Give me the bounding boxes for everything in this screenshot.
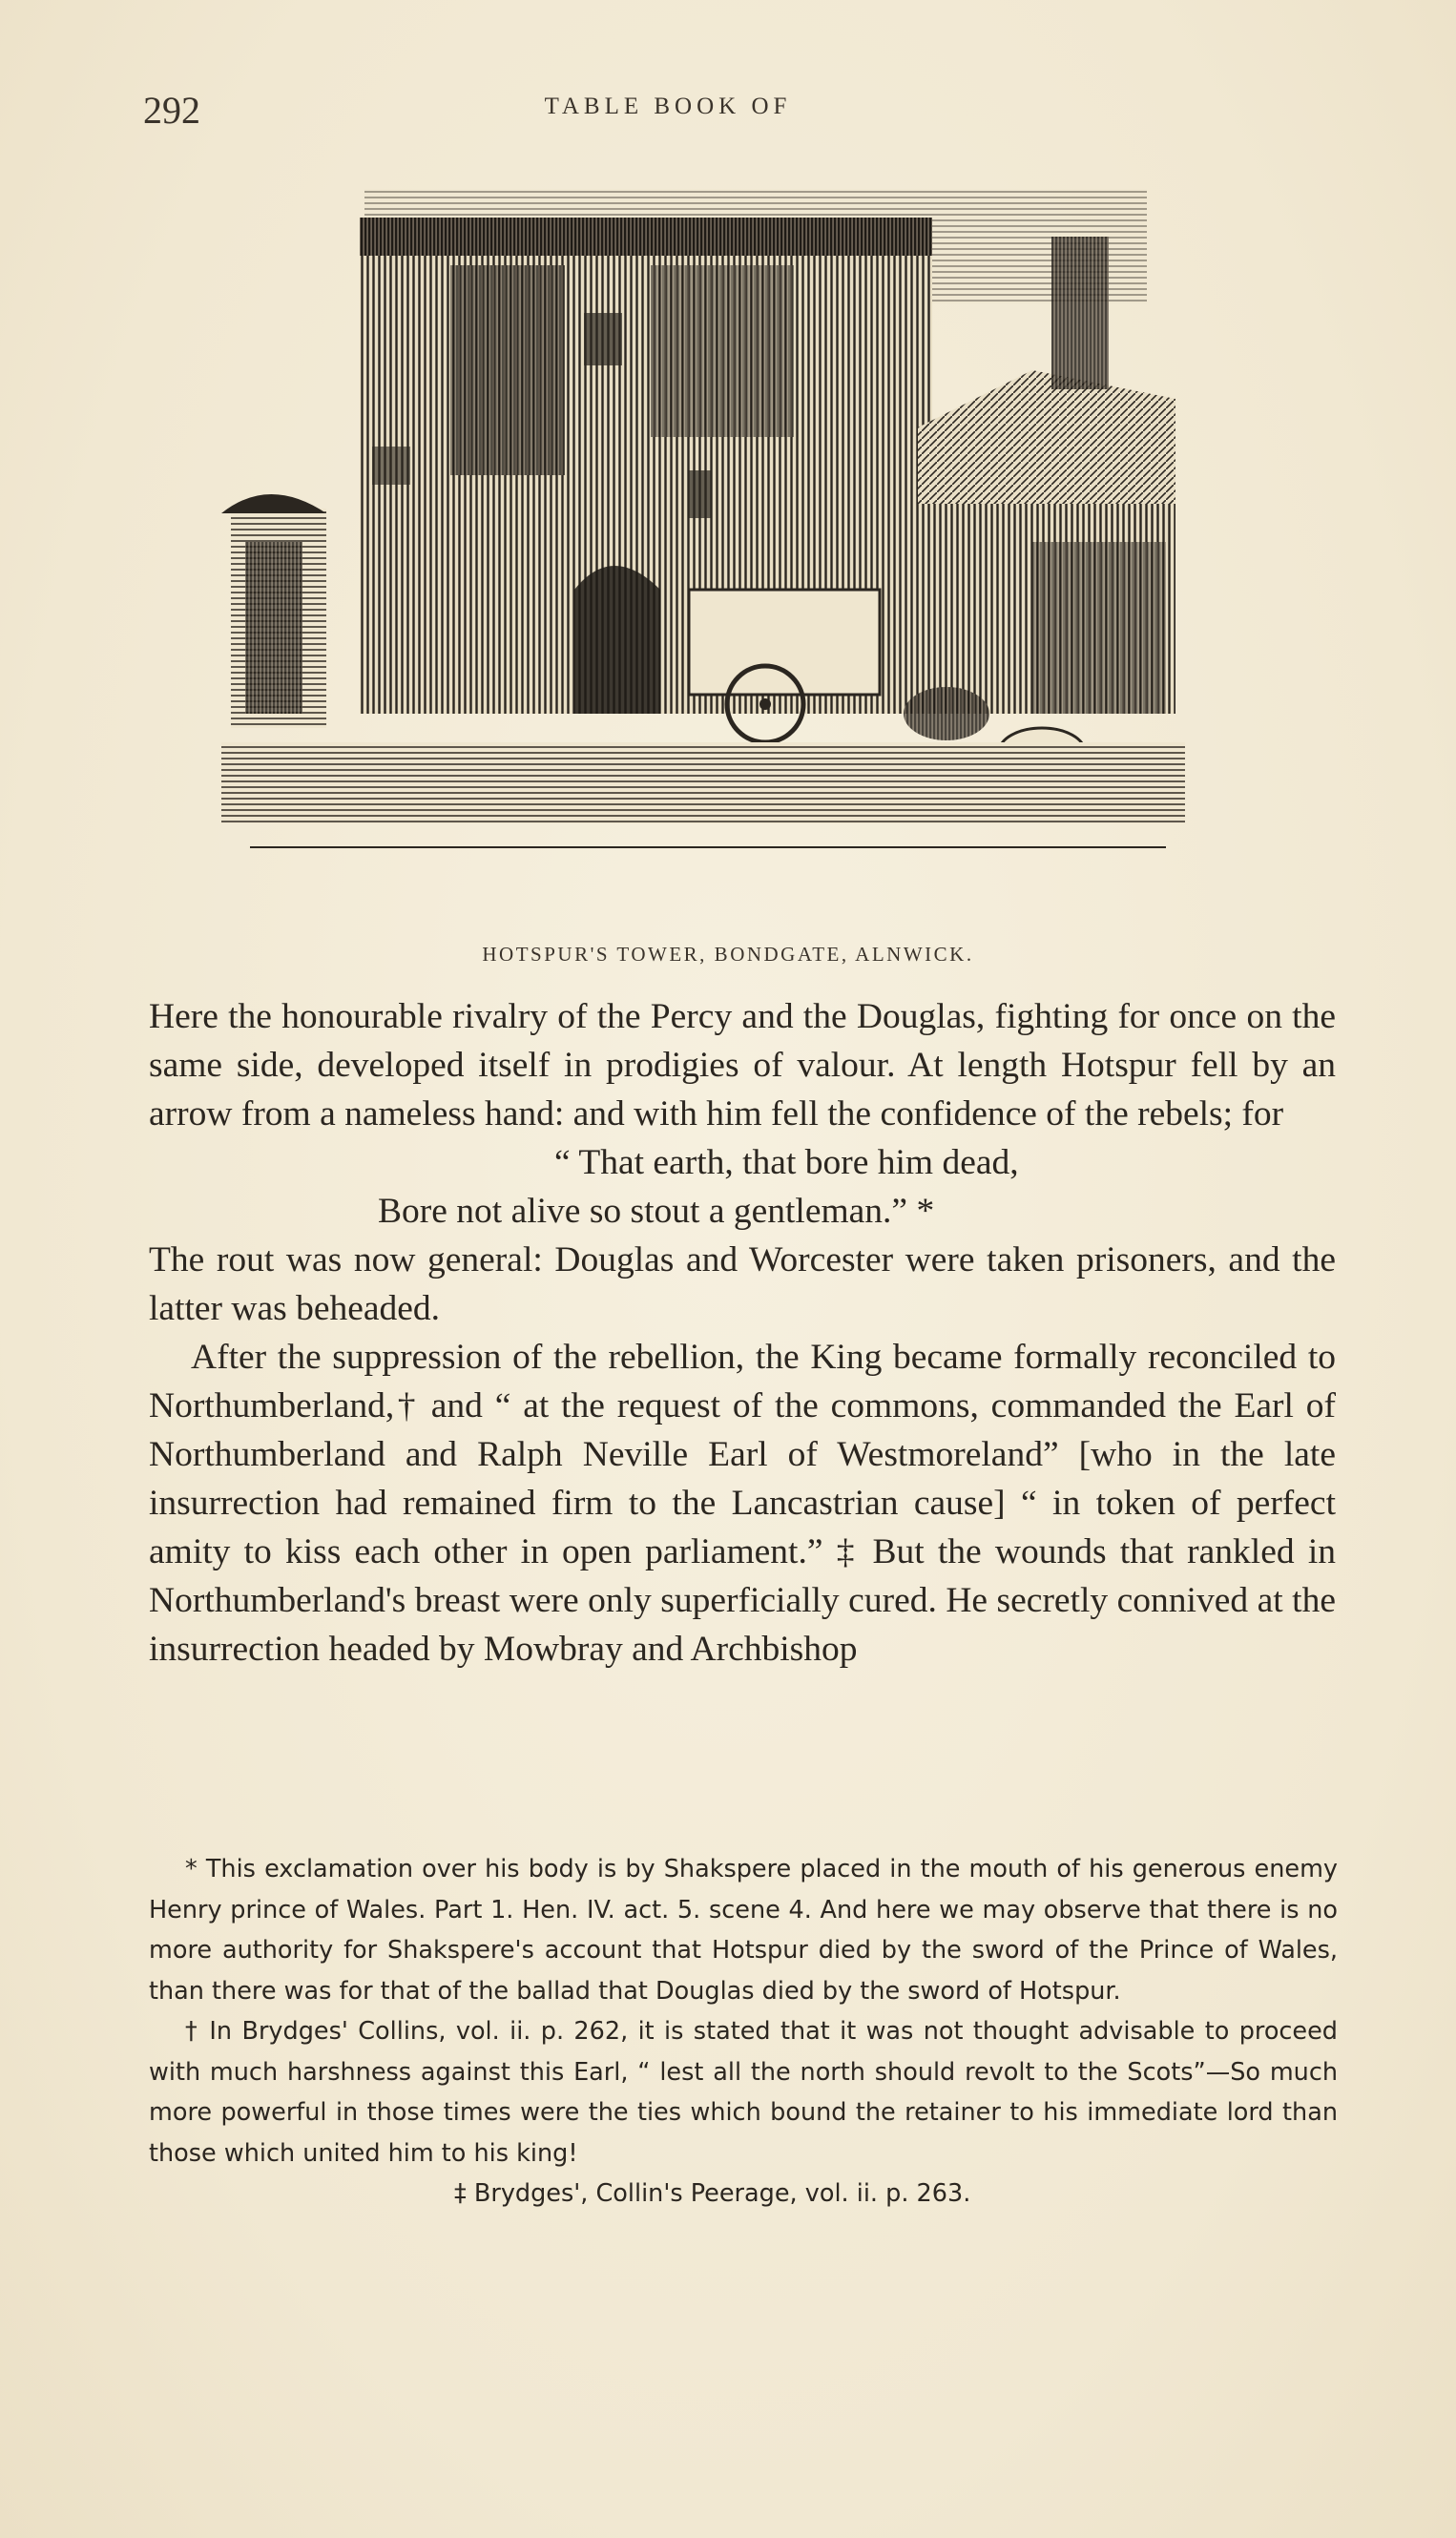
tower-parapet [360, 218, 932, 256]
body-text [149, 992, 1336, 1674]
paragraph-1: Here the honourable rivalry of the Percy and the Douglas, fighting for once on the same side, developed itself in prodigies of valour. At length Hotspur fell by an arrow from a nameless hand: and with him fell the confidence of the rebels; for [149, 997, 1336, 1134]
ground-hatching [221, 742, 1185, 823]
running-title: TABLE BOOK OF [544, 94, 792, 119]
barrel [904, 687, 989, 740]
footnote-2: † In Brydges' Collins, vol. ii. p. 262, it is stated that it was not thought advisable to proceed with much harshness against this Earl, “ lest all the north should revolt to the Scots”—So much more powerful in those times were the ties which bound the retainer to his immediate lord than those which united him to his king! [149, 2017, 1338, 2168]
cart-load [689, 590, 880, 695]
left-pillar-door [245, 542, 302, 714]
footnotes [149, 1849, 1338, 2215]
engraving-illustration [212, 179, 1280, 914]
footnote-1: * This exclamation over his body is by Shakspere placed in the mouth of his generous enemy Henry prince of Wales. Part 1. Hen. IV. act. 5. scene 4. And here we may observe that there is no more authority for Shakspere's account that Hotspur died by the sword of the Prince of Wales, than there was for that of the ballad that Douglas died by the sword of Hotspur. [149, 1855, 1338, 2006]
verse-line-1: “ That earth, that bore him dead, [554, 1143, 1019, 1182]
gateway-arch [574, 566, 660, 714]
tower-shadow-center [651, 265, 794, 437]
right-roof [918, 370, 1175, 523]
tower-slit-right [689, 470, 712, 518]
paragraph-2: The rout was now general: Douglas and Worcester were taken prisoners, and the latter was beheaded. [149, 1240, 1336, 1328]
right-building-shadow [1032, 542, 1166, 714]
footnote-3: ‡ Brydges', Collin's Peerage, vol. ii. p. 263. [454, 2179, 971, 2208]
illustration-caption: HOTSPUR'S TOWER, BONDGATE, ALNWICK. [482, 943, 974, 966]
tower-slit-left [372, 447, 410, 485]
page-number: 292 [143, 89, 200, 132]
left-pillar-cap [221, 494, 326, 513]
running-head [143, 88, 1336, 135]
tower-window [584, 313, 622, 365]
paragraph-3: After the suppression of the rebellion, the King became formally reconciled to Northumberland,† and “ at the request of the commons, commanded the Earl of Northumberland and Ralph Neville Earl of Westmoreland” [who in the late insurrection had remained firm to the Lancastrian cause] “ in token of perfect amity to kiss each other in open parliament.” ‡ But the wounds that rankled in Northumberland's breast were only superficially cured. He secretly connived at the insurrection headed by Mowbray and Archbishop [149, 1338, 1336, 1669]
tower-shadow-left [450, 265, 565, 475]
cart-hub [759, 698, 771, 710]
chimney [1051, 237, 1109, 389]
verse-line-2: Bore not alive so stout a gentleman.” * [378, 1192, 935, 1231]
